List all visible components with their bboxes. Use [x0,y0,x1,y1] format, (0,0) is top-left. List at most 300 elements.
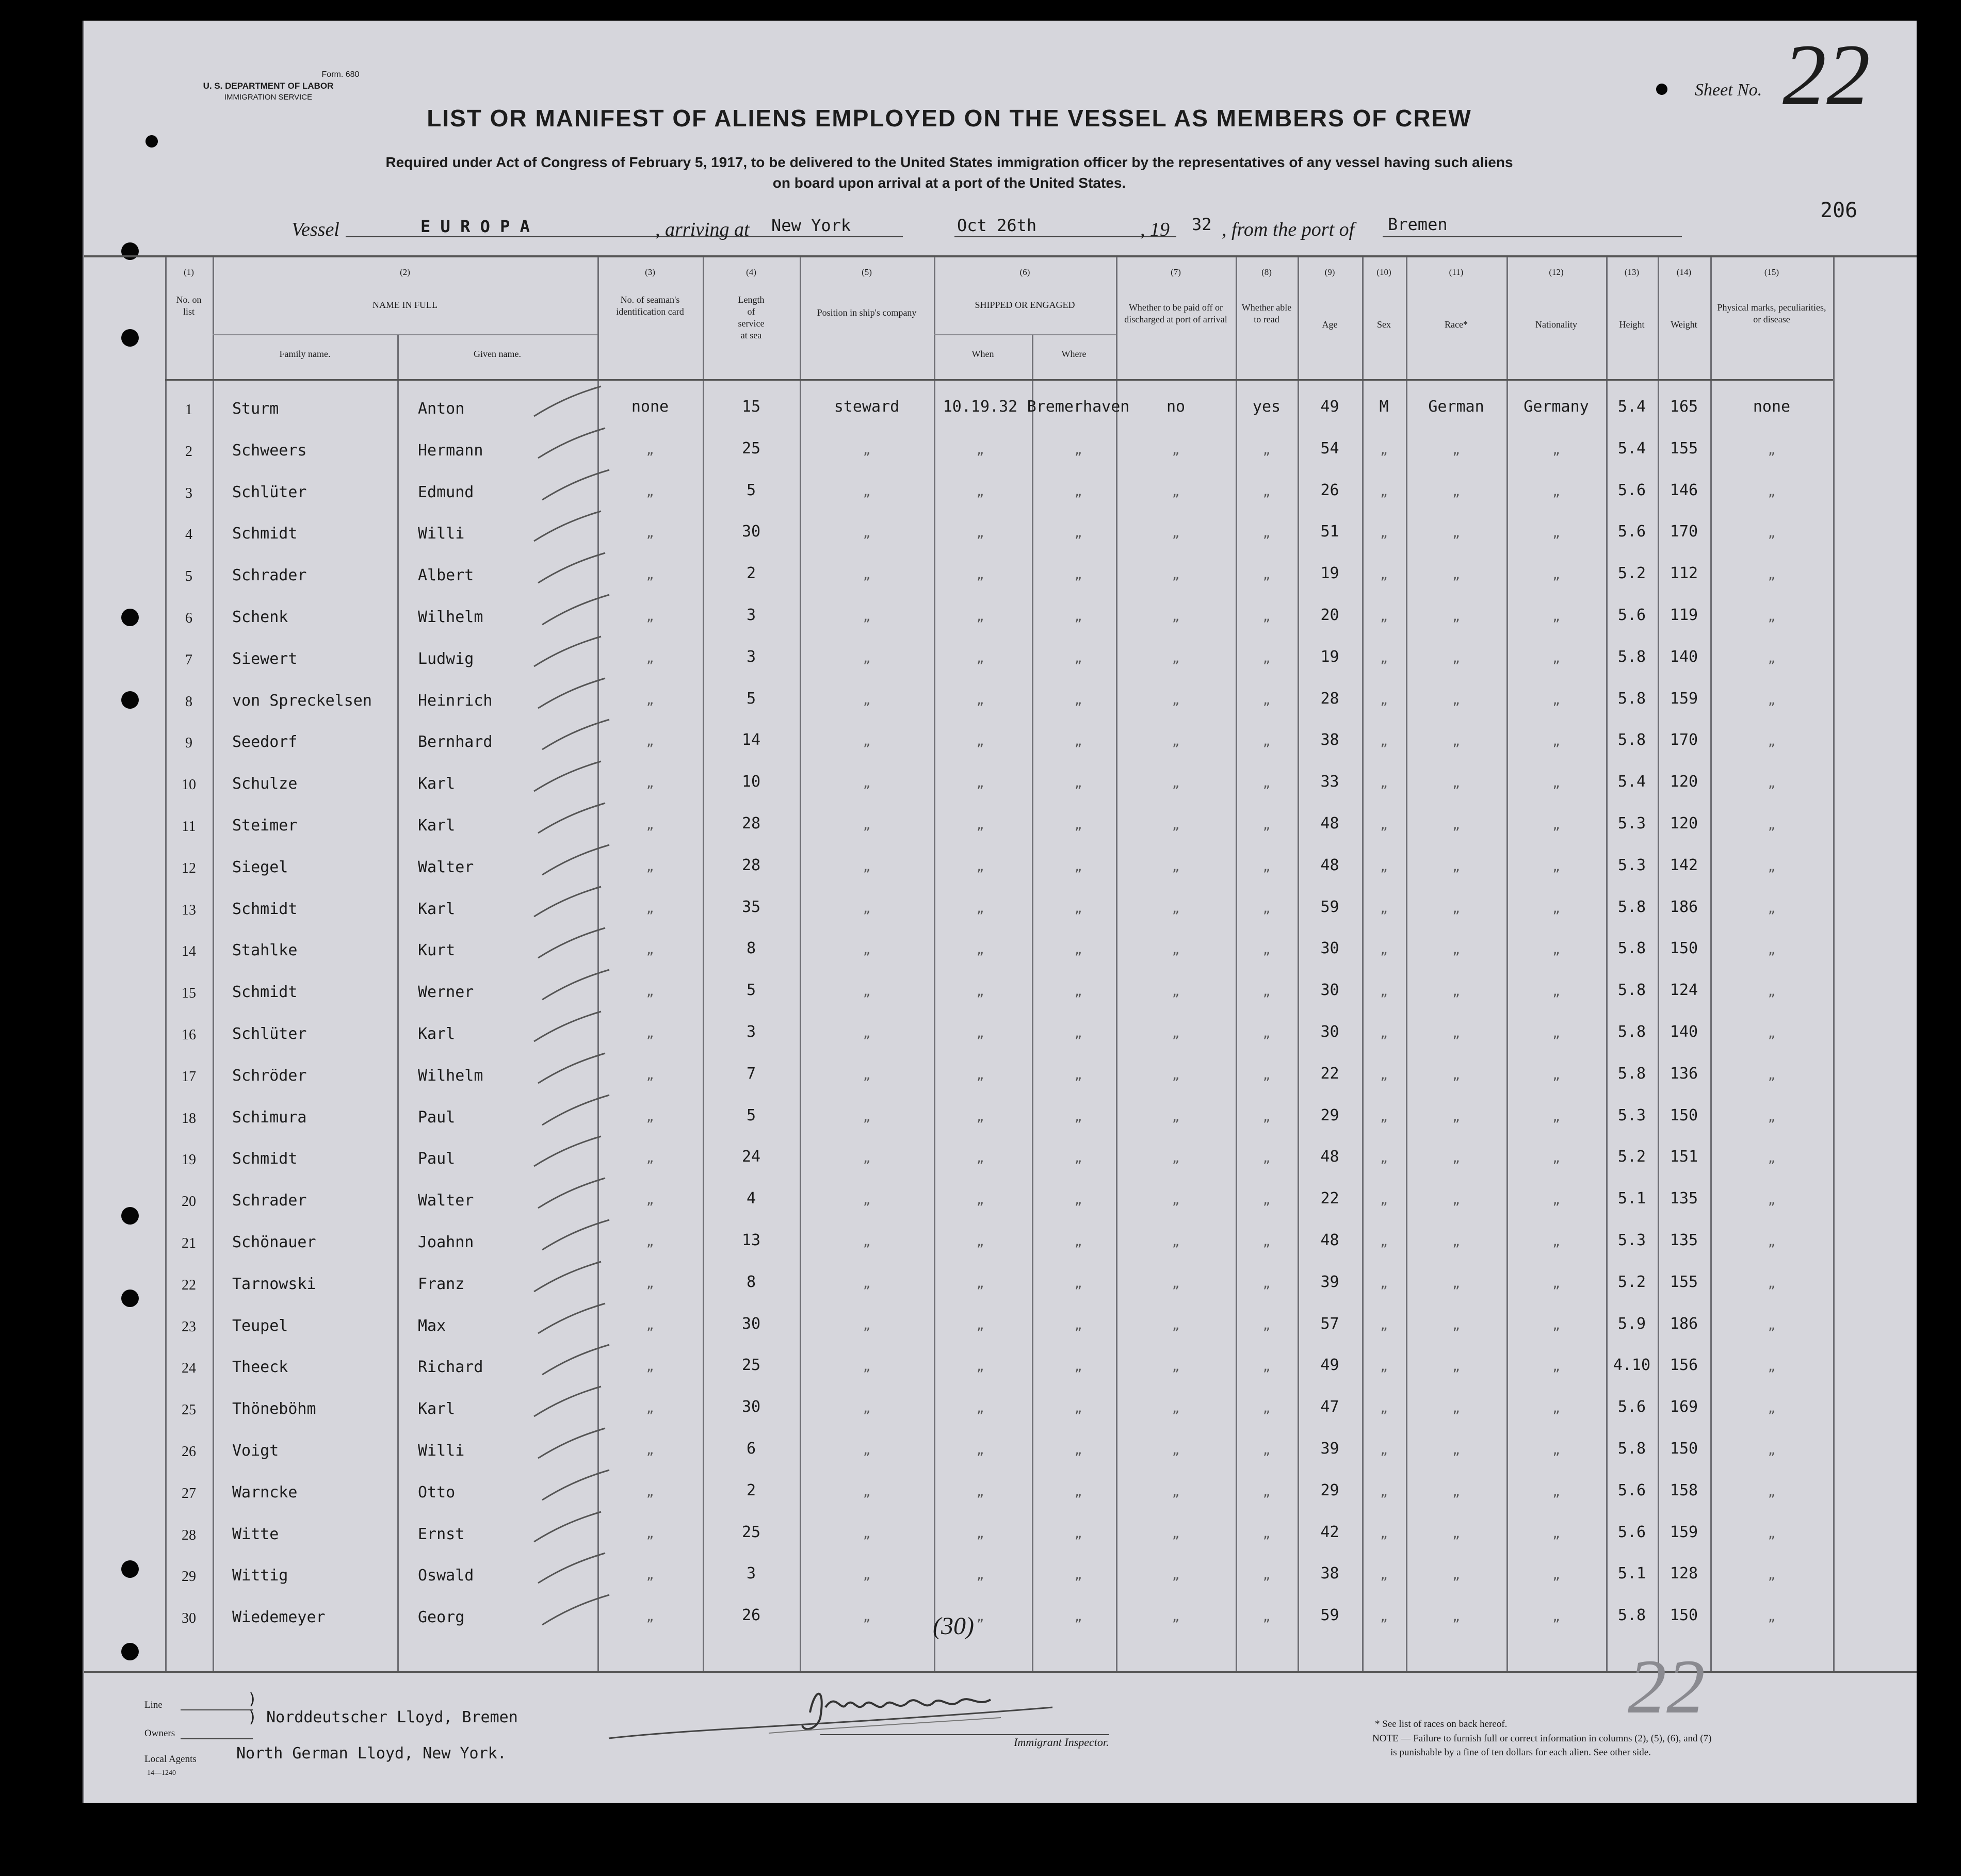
ditto-mark: „ [1074,1401,1082,1415]
col-num-1: (1) [184,267,194,277]
family-name: Teupel [232,1317,288,1335]
age: 51 [1320,523,1339,541]
ditto-mark: „ [1262,1234,1271,1249]
ditto-mark: „ [1380,734,1388,748]
ditto-mark: „ [1768,859,1776,874]
family-name: Schulze [232,775,298,793]
check-mark [531,1009,604,1046]
ditto-mark: „ [1452,1609,1460,1624]
penalty-note-line-2: is punishable by a fine of ten dollars for each alien. See other side. [1390,1747,1651,1758]
check-mark [531,1384,604,1421]
family-name: Siegel [232,858,288,876]
weight: 124 [1670,981,1698,999]
check-mark [536,1176,608,1212]
family-name: Tarnowski [232,1275,316,1293]
departure-port: Bremen [1388,215,1448,234]
ditto-mark: „ [1262,484,1271,499]
ditto-mark: „ [1552,1359,1560,1374]
col-header-paid-off: Whether to be paid off or discharged at port of arrival [1124,302,1227,324]
ditto-mark: „ [1552,901,1560,916]
ditto-mark: „ [1074,818,1082,832]
ditto-mark: „ [1074,1485,1082,1499]
ditto-mark: „ [1552,526,1560,540]
service-length: 5 [746,1106,756,1124]
ditto-mark: „ [646,526,654,540]
family-name: Voigt [232,1442,279,1460]
row-number: 25 [182,1402,196,1418]
family-name: Schröder [232,1067,307,1085]
ditto-mark: „ [1380,1401,1388,1415]
row-number: 29 [182,1569,196,1585]
col-header-name: NAME IN FULL [372,300,437,310]
ditto-mark: „ [1172,443,1180,457]
weight: 165 [1670,398,1698,416]
ditto-mark: „ [1452,693,1460,707]
ditto-mark: „ [1262,1609,1271,1624]
given-name: Bernhard [418,733,493,751]
weight: 140 [1670,1023,1698,1041]
age: 30 [1320,939,1339,957]
family-name: Siewert [232,650,298,668]
ditto-mark: „ [976,1568,984,1582]
weight: 159 [1670,1523,1698,1541]
ditto-mark: „ [1074,1151,1082,1165]
ditto-mark: „ [1380,1568,1388,1582]
row-number: 3 [185,485,192,501]
ditto-mark: „ [1452,1443,1460,1457]
col-num-6: (6) [1019,267,1030,277]
ditto-mark: „ [863,567,871,582]
race-note: * See list of races on back hereof. [1375,1719,1508,1730]
row-number: 16 [182,1027,196,1043]
service-length: 8 [746,1273,756,1291]
col-num-7: (7) [1171,267,1181,277]
service-length: 30 [741,1315,761,1333]
ditto-mark: „ [1380,484,1388,499]
ditto-mark: „ [976,1193,984,1207]
ditto-mark: „ [1452,526,1460,540]
ditto-mark: „ [1172,776,1180,790]
age: 47 [1320,1398,1339,1416]
row-number: 2 [185,444,192,460]
ditto-mark: „ [863,1318,871,1332]
check-mark [536,801,608,837]
ditto-mark: „ [976,818,984,832]
family-name: von Spreckelsen [232,692,372,710]
ditto-mark: „ [1552,1193,1560,1207]
stamp-number: 206 [1820,199,1858,222]
family-name: Schlüter [232,1025,307,1043]
row-number: 13 [182,902,196,918]
row-number: 9 [185,735,192,751]
paid-off: no [1166,398,1186,416]
service-length: 3 [746,648,756,666]
col-num-2: (2) [400,267,410,277]
ditto-mark: „ [1452,859,1460,874]
ditto-mark: „ [1380,1068,1388,1082]
ditto-mark: „ [1074,734,1082,748]
age: 39 [1320,1440,1339,1458]
ditto-mark: „ [646,1526,654,1541]
ditto-mark: „ [976,651,984,665]
ditto-mark: „ [1172,734,1180,748]
family-name: Sturm [232,400,279,418]
ditto-mark: „ [976,734,984,748]
row-number: 12 [182,860,196,876]
given-name: Kurt [418,941,456,959]
given-name: Albert [418,566,474,584]
ditto-mark: „ [1262,1110,1271,1124]
ditto-mark: „ [976,443,984,457]
ditto-mark: „ [1380,1443,1388,1457]
given-name: Hermann [418,442,483,460]
ditto-mark: „ [646,651,654,665]
arrival-port: New York [771,216,851,235]
ditto-mark: „ [976,1401,984,1415]
age: 38 [1320,1564,1339,1583]
ditto-mark: „ [1172,484,1180,499]
ditto-mark: „ [1452,1026,1460,1040]
ditto-mark: „ [1452,651,1460,665]
ditto-mark: „ [1552,1526,1560,1541]
ditto-mark: „ [1262,901,1271,916]
row-number: 19 [182,1152,196,1168]
family-name: Warncke [232,1483,298,1502]
col-header-height: Height [1619,319,1645,330]
height: 5.8 [1617,648,1646,666]
ditto-mark: „ [646,859,654,874]
agents-value: North German Lloyd, New York. [236,1744,507,1763]
ditto-mark: „ [1768,901,1776,916]
ditto-mark: „ [1452,1568,1460,1582]
service-length: 2 [746,1481,756,1499]
check-mark [536,1426,608,1462]
ditto-mark: „ [976,1526,984,1541]
given-name: Joahnn [418,1233,474,1251]
ditto-mark: „ [646,984,654,999]
service-length: 14 [741,731,761,749]
ditto-mark: „ [1452,484,1460,499]
ditto-mark: „ [1768,776,1776,790]
age: 57 [1320,1315,1339,1333]
ditto-mark: „ [863,984,871,999]
height: 5.3 [1617,814,1646,833]
col-header-age: Age [1322,319,1338,330]
check-mark [531,509,604,545]
service-length: 6 [746,1440,756,1458]
height: 5.6 [1617,1523,1646,1541]
from-port-label: , from the port of [1222,219,1355,240]
ditto-mark: „ [1452,567,1460,582]
ditto-mark: „ [646,484,654,499]
ditto-mark: „ [1768,1110,1776,1124]
ditto-mark: „ [1768,1401,1776,1415]
ditto-mark: „ [1380,984,1388,999]
family-name: Wittig [232,1567,288,1585]
ditto-mark: „ [1552,818,1560,832]
row-number: 28 [182,1527,196,1543]
given-name: Werner [418,983,474,1001]
given-name: Willi [418,525,465,543]
ditto-mark: „ [1172,901,1180,916]
ditto-mark: „ [1074,901,1082,916]
ditto-mark: „ [976,942,984,957]
ditto-mark: „ [1552,567,1560,582]
ditto-mark: „ [1172,526,1180,540]
manifest-sheet [83,21,1917,1803]
sex: M [1379,398,1389,416]
ditto-mark: „ [1452,734,1460,748]
row-number: 20 [182,1194,196,1210]
age: 48 [1320,1231,1339,1249]
height: 5.2 [1617,564,1646,582]
family-name: Schimura [232,1108,307,1127]
ditto-mark: „ [863,693,871,707]
ditto-mark: „ [1172,1526,1180,1541]
age: 54 [1320,439,1339,458]
given-name: Ludwig [418,650,474,668]
col-num-10: (10) [1376,267,1391,277]
ditto-mark: „ [976,776,984,790]
family-name: Schmidt [232,1150,298,1168]
service-length: 25 [741,1523,761,1541]
ditto-mark: „ [1452,1485,1460,1499]
punch-hole [121,1643,139,1660]
vessel-name: E U R O P A [420,217,530,236]
given-name: Ernst [418,1525,465,1543]
ditto-mark: „ [863,1234,871,1249]
ditto-mark: „ [1074,651,1082,665]
ditto-mark: „ [646,1193,654,1207]
family-name: Schönauer [232,1233,316,1251]
ditto-mark: „ [1074,1443,1082,1457]
age: 19 [1320,648,1339,666]
ditto-mark: „ [863,484,871,499]
ditto-mark: „ [1452,1151,1460,1165]
ditto-mark: „ [1452,1526,1460,1541]
ditto-mark: „ [1074,1359,1082,1374]
check-mark [536,1301,608,1337]
punch-hole [121,329,139,347]
age: 49 [1320,398,1339,416]
ditto-mark: „ [646,1318,654,1332]
ditto-mark: „ [1074,1193,1082,1207]
arrival-year: 32 [1192,215,1212,234]
ditto-mark: „ [1172,1485,1180,1499]
family-name: Wiedemeyer [232,1608,326,1626]
able-to-read: yes [1252,398,1281,416]
ditto-mark: „ [1172,984,1180,999]
ditto-mark: „ [976,526,984,540]
ditto-mark: „ [1768,1443,1776,1457]
ditto-mark: „ [1552,1401,1560,1415]
ditto-mark: „ [1552,859,1560,874]
ditto-mark: „ [1380,1110,1388,1124]
ditto-mark: „ [1552,734,1560,748]
weight: 155 [1670,439,1698,458]
ditto-mark: „ [646,776,654,790]
family-name: Schrader [232,1192,307,1210]
age: 39 [1320,1273,1339,1291]
col-header-position: Position in ship's company [817,307,917,318]
ditto-mark: „ [976,1276,984,1291]
ditto-mark: „ [1452,818,1460,832]
check-mark [531,634,604,671]
age: 19 [1320,564,1339,582]
ditto-mark: „ [1380,443,1388,457]
ditto-mark: „ [1452,1110,1460,1124]
age: 20 [1320,606,1339,624]
ditto-mark: „ [1172,1151,1180,1165]
row-number: 23 [182,1319,196,1335]
weight: 170 [1670,523,1698,541]
age: 29 [1320,1106,1339,1124]
col-header-race: Race* [1445,319,1468,330]
ditto-mark: „ [1552,693,1560,707]
service-length: 3 [746,1023,756,1041]
family-name: Stahlke [232,941,298,959]
ditto-mark: „ [1262,818,1271,832]
service-length: 10 [741,773,761,791]
col-header-physical-marks: Physical marks, peculiarities, or disease [1717,302,1826,324]
ditto-mark: „ [1452,1234,1460,1249]
ditto-mark: „ [1380,818,1388,832]
service-length: 28 [741,814,761,833]
ditto-mark: „ [1552,1234,1560,1249]
ditto-mark: „ [976,1318,984,1332]
ditto-mark: „ [1768,567,1776,582]
weight: 120 [1670,773,1698,791]
ditto-mark: „ [863,609,871,624]
given-name: Walter [418,858,474,876]
height: 5.6 [1617,606,1646,624]
ditto-mark: „ [1074,526,1082,540]
owners-label: Owners [144,1728,175,1739]
ditto-mark: „ [1380,1485,1388,1499]
col-header-id-card: No. of seaman's identification card [616,295,684,317]
family-name: Schlüter [232,483,307,501]
ditto-mark: „ [976,1359,984,1374]
vessel-label: Vessel [291,219,339,240]
age: 48 [1320,856,1339,874]
row-number: 15 [182,985,196,1001]
ditto-mark: „ [1262,734,1271,748]
check-mark [531,1510,604,1546]
given-name: Franz [418,1275,465,1293]
family-name: Schmidt [232,525,298,543]
ditto-mark: „ [976,567,984,582]
service-length: 5 [746,690,756,708]
height: 5.6 [1617,1481,1646,1499]
col-num-8: (8) [1261,267,1272,277]
row-number: 8 [185,694,192,710]
ditto-mark: „ [1172,1568,1180,1582]
weight: 151 [1670,1148,1698,1166]
ditto-mark: „ [1074,984,1082,999]
ditto-mark: „ [1262,526,1271,540]
given-name: Otto [418,1483,456,1502]
page-title: LIST OR MANIFEST OF ALIENS EMPLOYED ON THE VESSEL AS MEMBERS OF CREW [427,105,1472,132]
ditto-mark: „ [1552,1443,1560,1457]
ditto-mark: „ [1074,567,1082,582]
check-mark [536,1051,608,1087]
weight: 128 [1670,1564,1698,1583]
service-name: IMMIGRATION SERVICE [224,93,313,102]
given-name: Karl [418,900,456,918]
family-name: Schenk [232,608,288,626]
engaged-when: 10.19.32 [943,398,1018,416]
ditto-mark: „ [1552,776,1560,790]
service-length: 3 [746,606,756,624]
punch-hole [121,1560,139,1578]
ditto-mark: „ [1380,859,1388,874]
weight: 186 [1670,1315,1698,1333]
ditto-mark: „ [1074,776,1082,790]
ditto-mark: „ [1768,651,1776,665]
ditto-mark: „ [646,901,654,916]
ditto-mark: „ [1552,484,1560,499]
row-number: 4 [185,527,192,543]
check-mark [536,676,608,712]
ditto-mark: „ [1172,1318,1180,1332]
print-code: 14—1240 [147,1769,176,1777]
ditto-mark: „ [1768,484,1776,499]
ditto-mark: „ [1262,1568,1271,1582]
ditto-mark: „ [1262,1026,1271,1040]
col-header-nationality: Nationality [1535,319,1577,330]
ditto-mark: „ [1074,1234,1082,1249]
col-header-no: No. on list [176,295,202,317]
row-number: 17 [182,1069,196,1085]
ditto-mark: „ [1172,1234,1180,1249]
ditto-mark: „ [1380,942,1388,957]
punch-hole [1656,84,1667,95]
service-length: 28 [741,856,761,874]
height: 5.6 [1617,481,1646,499]
service-length: 8 [746,939,756,957]
service-length: 25 [741,439,761,458]
given-name: Karl [418,817,456,835]
ditto-mark: „ [1074,1526,1082,1541]
ditto-mark: „ [1452,1359,1460,1374]
ditto-mark: „ [863,443,871,457]
row-number: 21 [182,1235,196,1251]
ditto-mark: „ [1552,1276,1560,1291]
ditto-mark: „ [1552,609,1560,624]
age: 49 [1320,1356,1339,1374]
ditto-mark: „ [1262,1068,1271,1082]
height: 5.8 [1617,731,1646,749]
ditto-mark: „ [1172,1110,1180,1124]
col-num-14: (14) [1676,267,1692,277]
ditto-mark: „ [1452,1193,1460,1207]
check-mark [531,885,604,921]
height: 5.6 [1617,523,1646,541]
service-length: 13 [741,1231,761,1249]
ditto-mark: „ [863,1068,871,1082]
ditto-mark: „ [863,859,871,874]
ditto-mark: „ [1552,651,1560,665]
weight: 155 [1670,1273,1698,1291]
ditto-mark: „ [646,1234,654,1249]
height: 5.2 [1617,1148,1646,1166]
ditto-mark: „ [976,693,984,707]
ditto-mark: „ [1262,1443,1271,1457]
ditto-mark: „ [1768,734,1776,748]
given-name: Wilhelm [418,1067,483,1085]
ditto-mark: „ [863,1026,871,1040]
ditto-mark: „ [863,651,871,665]
